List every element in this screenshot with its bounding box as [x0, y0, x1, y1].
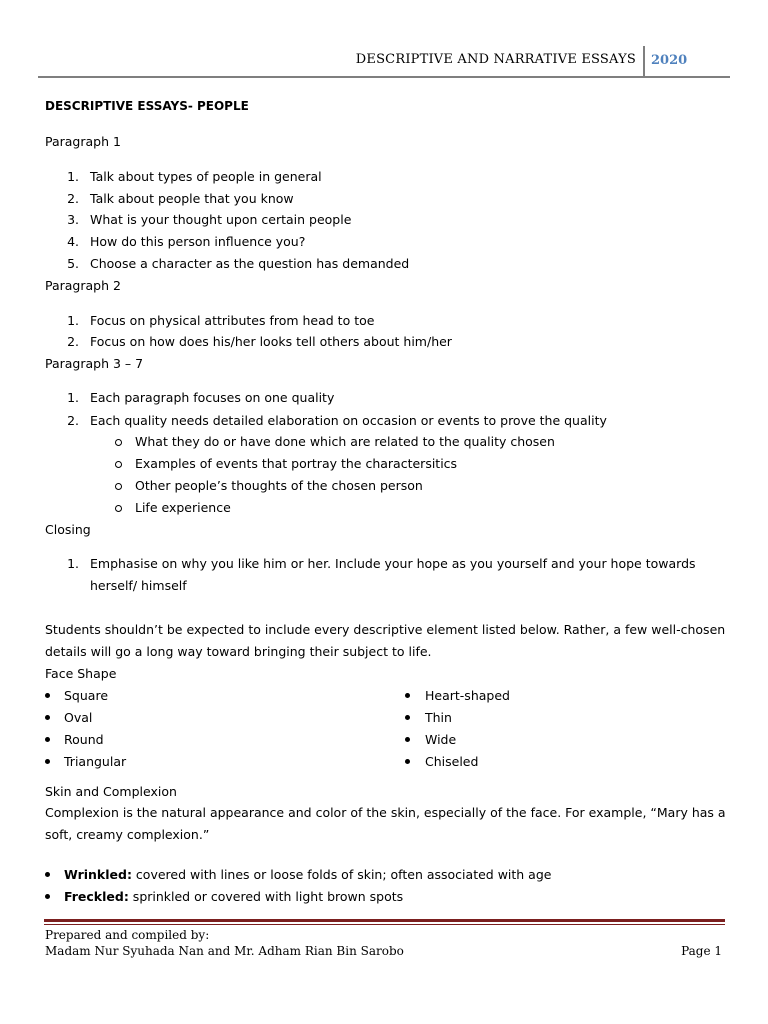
sub-bullet-icon — [115, 505, 122, 512]
list-number: 2. — [67, 413, 79, 428]
list-item-line1: Emphasise on why you like him or her. Include your hope as you yourself and your hope towards — [90, 556, 696, 571]
list-number: 3. — [67, 212, 79, 227]
list-item: Focus on physical attributes from head to toe — [90, 313, 375, 328]
sub-list-item: Other people’s thoughts of the chosen person — [135, 478, 423, 493]
bullet-icon — [45, 894, 50, 899]
face-shape-item: Square — [64, 688, 109, 703]
list-item: Focus on how does his/her looks tell others about him/her — [90, 334, 452, 349]
header-rule — [38, 76, 730, 78]
complexion-paragraph-line2: soft, creamy complexion.” — [45, 827, 210, 842]
list-item: Talk about types of people in general — [90, 169, 322, 184]
term-item — [64, 864, 551, 886]
bullet-icon — [45, 872, 50, 877]
students-paragraph-line2: details will go a long way toward bringing their subject to life. — [45, 644, 432, 659]
face-shape-item: Chiseled — [425, 754, 479, 769]
list-number: 1. — [67, 169, 79, 184]
list-number: 1. — [67, 390, 79, 405]
list-item: What is your thought upon certain people — [90, 212, 352, 227]
header-title: DESCRIPTIVE AND NARRATIVE ESSAYS — [355, 52, 636, 67]
sub-list-item: Life experience — [135, 500, 231, 515]
term-name: Freckled: — [64, 889, 129, 904]
list-number: 1. — [67, 556, 79, 571]
footer-rule-thin — [44, 924, 725, 925]
face-shape-label: Face Shape — [45, 666, 117, 681]
closing-label: Closing — [45, 522, 91, 537]
bullet-icon — [45, 759, 50, 764]
term-definition: sprinkled or covered with light brown spots — [128, 889, 404, 904]
list-number: 2. — [67, 191, 79, 206]
term-item — [64, 886, 403, 908]
list-number: 2. — [67, 334, 79, 349]
list-number: 4. — [67, 234, 79, 249]
bullet-icon — [405, 693, 410, 698]
footer-prepared-label: Prepared and compiled by: — [45, 928, 210, 942]
list-number: 5. — [67, 256, 79, 271]
bullet-icon — [45, 737, 50, 742]
face-shape-item: Heart-shaped — [425, 688, 510, 703]
face-shape-item: Round — [64, 732, 104, 747]
students-paragraph-line1: Students shouldn’t be expected to include every descriptive element listed below. Rather, a few well-chosen — [45, 622, 726, 637]
footer-rule-thick — [44, 919, 725, 922]
bullet-icon — [45, 693, 50, 698]
face-shape-item: Oval — [64, 710, 93, 725]
term-name: Wrinkled: — [64, 867, 132, 882]
complexion-paragraph-line1: Complexion is the natural appearance and color of the skin, especially of the face. For example, “Mary has a — [45, 805, 726, 820]
sub-list-item: Examples of events that portray the charactersitics — [135, 456, 458, 471]
list-item: Choose a character as the question has demanded — [90, 256, 410, 271]
bullet-icon — [405, 715, 410, 720]
skin-complexion-label: Skin and Complexion — [45, 784, 177, 799]
sub-list-item: What they do or have done which are related to the quality chosen — [135, 434, 555, 449]
face-shape-item: Wide — [425, 732, 457, 747]
term-definition: covered with lines or loose folds of skin; often associated with age — [131, 867, 552, 882]
footer-authors: Madam Nur Syuhada Nan and Mr. Adham Rian Bin Sarobo — [45, 944, 404, 958]
header-year: 2020 — [651, 53, 688, 68]
section-heading: DESCRIPTIVE ESSAYS- PEOPLE — [45, 99, 249, 113]
paragraph-2-label: Paragraph 2 — [45, 278, 121, 293]
paragraph-3-label: Paragraph 3 – 7 — [45, 356, 144, 371]
bullet-icon — [405, 759, 410, 764]
footer-page-number: Page 1 — [681, 944, 722, 958]
bullet-icon — [45, 715, 50, 720]
face-shape-item: Triangular — [64, 754, 127, 769]
page-header — [38, 46, 730, 78]
paragraph-1-label: Paragraph 1 — [45, 134, 121, 149]
face-shape-item: Thin — [425, 710, 452, 725]
bullet-icon — [405, 737, 410, 742]
list-item: Each paragraph focuses on one quality — [90, 390, 335, 405]
sub-bullet-icon — [115, 483, 122, 490]
sub-bullet-icon — [115, 461, 122, 468]
list-item-line2: herself/ himself — [90, 578, 187, 593]
list-item: How do this person influence you? — [90, 234, 306, 249]
list-item: Each quality needs detailed elaboration on occasion or events to prove the quality — [90, 413, 607, 428]
list-item: Talk about people that you know — [90, 191, 294, 206]
header-separator — [643, 46, 645, 76]
list-number: 1. — [67, 313, 79, 328]
sub-bullet-icon — [115, 439, 122, 446]
